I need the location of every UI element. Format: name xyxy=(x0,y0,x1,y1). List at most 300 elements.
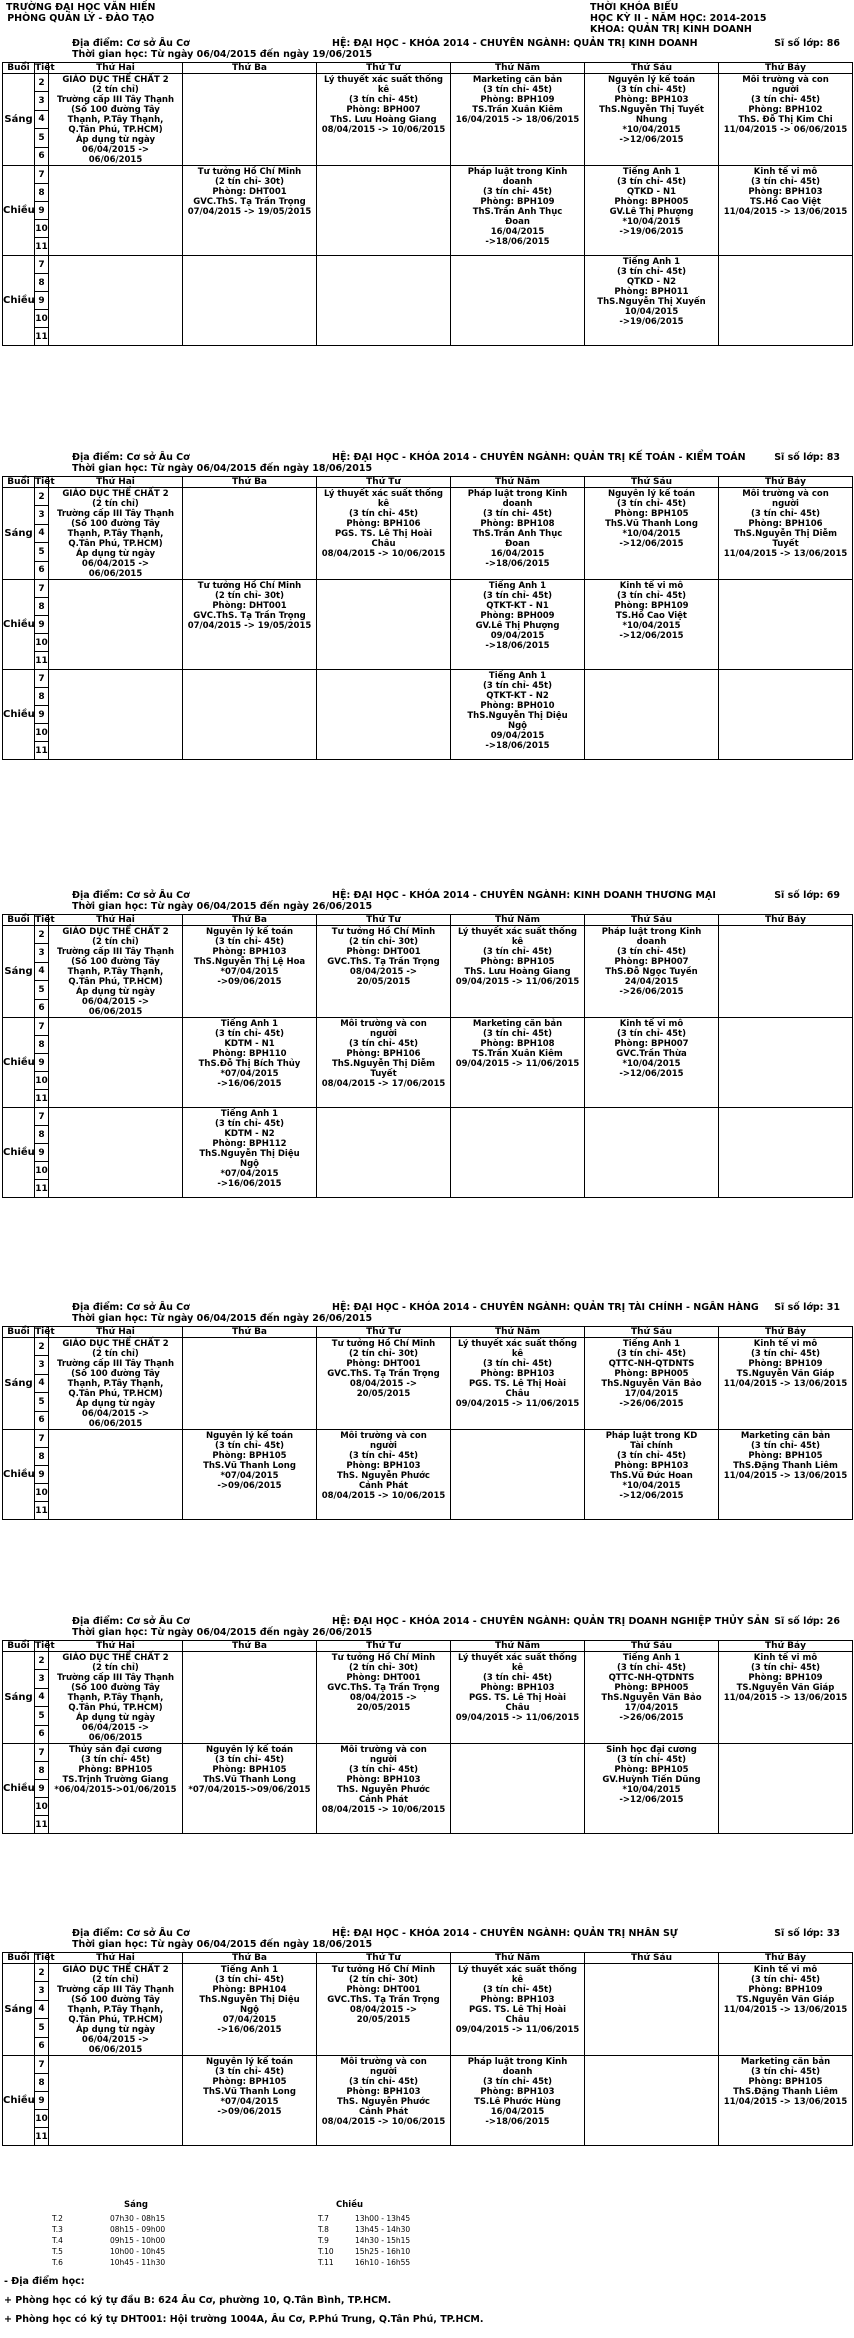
class-cell: Marketing căn bản (3 tín chỉ- 45t) Phòng: BPH109 TS.Trần Xuân Kiêm 16/04/2015 -> 18/06/2015 xyxy=(451,74,585,166)
section-meta xyxy=(0,1616,854,1640)
empty-cell xyxy=(49,256,183,346)
session-label: Sáng xyxy=(3,926,35,1018)
col-session: Buổi xyxy=(3,1641,35,1652)
section-meta xyxy=(0,38,854,62)
class-cell: GIÁO DỤC THỂ CHẤT 2 (2 tín chỉ) Trường cấp III Tây Thạnh (Số 100 đường Tây Thạnh, P.Tây Thạnh, Q.Tân Phú, TP.HCM) Áp dụng từ ngày 06/04/2015 -> 06/06/2015 xyxy=(49,74,183,166)
period-number: 3 xyxy=(35,1982,49,2000)
class-cell: Kinh tế vi mô (3 tín chỉ- 45t) Phòng: BPH109 TS.Nguyễn Văn Giáp 11/04/2015 -> 13/06/2015 xyxy=(719,1652,853,1744)
col-day: Thứ Hai xyxy=(49,1327,183,1338)
class-cell: Nguyên lý kế toán (3 tín chỉ- 45t) Phòng: BPH105 ThS.Vũ Thanh Long *10/04/2015 ->12/06/2015 xyxy=(585,488,719,580)
period-number: 11 xyxy=(35,742,49,760)
class-cell: Môi trường và con người (3 tín chỉ- 45t) Phòng: BPH102 ThS. Đỗ Thị Kim Chi 11/04/2015 -> 06/06/2015 xyxy=(719,74,853,166)
period-number: 8 xyxy=(35,184,49,202)
period-row xyxy=(3,74,853,92)
period-code: T.9 xyxy=(318,2236,329,2245)
empty-cell xyxy=(451,1108,585,1198)
period-row xyxy=(3,488,853,506)
period-row xyxy=(3,1338,853,1356)
session-label: Chiều xyxy=(3,1430,35,1520)
empty-cell xyxy=(585,2056,719,2146)
period-number: 11 xyxy=(35,1502,49,1520)
period-number: 11 xyxy=(35,1090,49,1108)
col-day: Thứ Sáu xyxy=(585,1953,719,1964)
period-time: 13h45 - 14h30 xyxy=(355,2225,411,2234)
class-cell: GIÁO DỤC THỂ CHẤT 2 (2 tín chỉ) Trường cấp III Tây Thạnh (Số 100 đường Tây Thạnh, P.Tây Thạnh, Q.Tân Phú, TP.HCM) Áp dụng từ ngày 06/04/2015 -> 06/06/2015 xyxy=(49,926,183,1018)
period-row xyxy=(3,670,853,688)
period-number: 4 xyxy=(35,110,49,128)
period-number: 5 xyxy=(35,2019,49,2037)
col-day: Thứ Hai xyxy=(49,1953,183,1964)
class-cell: Tư tưởng Hồ Chí Minh (2 tín chỉ- 30t) Phòng: DHT001 GVC.ThS. Tạ Trần Trọng 07/04/2015 -> 19/05/2015 xyxy=(183,166,317,256)
session-label: Sáng xyxy=(3,74,35,166)
period-number: 8 xyxy=(35,274,49,292)
period-number: 10 xyxy=(35,634,49,652)
session-label: Sáng xyxy=(3,1338,35,1430)
period-number: 5 xyxy=(35,1393,49,1411)
note-line: - Địa điểm học: xyxy=(4,2276,85,2287)
period-number: 8 xyxy=(35,2074,49,2092)
empty-cell xyxy=(719,926,853,1018)
class-cell: Kinh tế vi mô (3 tín chỉ- 45t) Phòng: BPH109 TS.Nguyễn Văn Giáp 11/04/2015 -> 13/06/2015 xyxy=(719,1338,853,1430)
col-day: Thứ Tư xyxy=(317,1641,451,1652)
session-label: Chiều xyxy=(3,580,35,670)
empty-cell xyxy=(317,670,451,760)
period-number: 8 xyxy=(35,1448,49,1466)
program-title: HỆ: ĐẠI HỌC - KHÓA 2014 - CHUYÊN NGÀNH: QUẢN TRỊ DOANH NGHIỆP THỦY SẢN xyxy=(332,1616,770,1627)
period-number: 2 xyxy=(35,74,49,92)
class-cell: Pháp luật trong Kinh doanh (3 tín chỉ- 45t) Phòng: BPH007 ThS.Đỗ Ngọc Tuyền 24/04/2015 ->26/06/2015 xyxy=(585,926,719,1018)
session-label: Chiều xyxy=(3,1018,35,1108)
header-left xyxy=(6,2,155,24)
class-cell: Marketing căn bản (3 tín chỉ- 45t) Phòng: BPH105 ThS.Đặng Thanh Liêm 11/04/2015 -> 13/06/2015 xyxy=(719,1430,853,1520)
period-number: 11 xyxy=(35,652,49,670)
program-title: HỆ: ĐẠI HỌC - KHÓA 2014 - CHUYÊN NGÀNH: KINH DOANH THƯƠNG MẠI xyxy=(332,890,716,901)
period-number: 11 xyxy=(35,1816,49,1834)
period-number: 3 xyxy=(35,92,49,110)
class-cell: Nguyên lý kế toán (3 tín chỉ- 45t) Phòng: BPH105 ThS.Vũ Thanh Long *07/04/2015 ->09/06/2015 xyxy=(183,2056,317,2146)
period-time: 16h10 - 16h55 xyxy=(355,2258,411,2267)
note-line: + Phòng học có ký tự đầu B: 624 Âu Cơ, phường 10, Q.Tân Bình, TP.HCM. xyxy=(4,2295,392,2306)
period-number: 2 xyxy=(35,488,49,506)
empty-cell xyxy=(317,256,451,346)
period-number: 2 xyxy=(35,1652,49,1670)
period-number: 8 xyxy=(35,1762,49,1780)
class-cell: Tiếng Anh 1 (3 tín chỉ- 45t) QTKD - N1 Phòng: BPH005 GV.Lê Thị Phượng *10/04/2015 ->19/06/2015 xyxy=(585,166,719,256)
period-number: 6 xyxy=(35,1411,49,1429)
col-session: Buổi xyxy=(3,63,35,74)
class-size: Sĩ số lớp: 33 xyxy=(774,1928,840,1939)
session-label: Sáng xyxy=(3,488,35,580)
period-code: T.2 xyxy=(52,2214,63,2223)
session-label: Sáng xyxy=(3,1652,35,1744)
empty-cell xyxy=(183,74,317,166)
period-number: 10 xyxy=(35,1162,49,1180)
period-number: 9 xyxy=(35,202,49,220)
col-day: Thứ Năm xyxy=(451,1641,585,1652)
col-day: Thứ Sáu xyxy=(585,1327,719,1338)
header-row xyxy=(3,63,853,74)
empty-cell xyxy=(719,256,853,346)
class-cell: Kinh tế vi mô (3 tín chỉ- 45t) Phòng: BPH007 GVC.Trần Thừa *10/04/2015 ->12/06/2015 xyxy=(585,1018,719,1108)
col-day: Thứ Năm xyxy=(451,477,585,488)
location-text: Địa điểm: Cơ sở Âu Cơ xyxy=(72,1302,190,1313)
empty-cell xyxy=(719,580,853,670)
class-cell: Lý thuyết xác suất thống kê (3 tín chỉ- 45t) Phòng: BPH103 PGS. TS. Lê Thị Hoài Châu 09/04/2015 -> 11/06/2015 xyxy=(451,1652,585,1744)
location-text: Địa điểm: Cơ sở Âu Cơ xyxy=(72,890,190,901)
location-text: Địa điểm: Cơ sở Âu Cơ xyxy=(72,1928,190,1939)
period-time: 13h00 - 13h45 xyxy=(355,2214,411,2223)
note-line: + Phòng học có ký tự DHT001: Hội trường 1004A, Âu Cơ, P.Phú Trung, Q.Tân Phú, TP.HCM. xyxy=(4,2314,484,2325)
doc-title: THỜI KHÓA BIỂU xyxy=(590,2,679,13)
period-number: 7 xyxy=(35,2056,49,2074)
col-day: Thứ Bảy xyxy=(719,477,853,488)
class-cell: Lý thuyết xác suất thống kê (3 tín chỉ- 45t) Phòng: BPH103 PGS. TS. Lê Thị Hoài Châu 09/04/2015 -> 11/06/2015 xyxy=(451,1964,585,2056)
timetable-grid xyxy=(2,1640,853,1834)
col-session: Buổi xyxy=(3,1327,35,1338)
col-day: Thứ Tư xyxy=(317,1327,451,1338)
period-number: 10 xyxy=(35,2110,49,2128)
col-day: Thứ Năm xyxy=(451,1953,585,1964)
period-number: 7 xyxy=(35,670,49,688)
period-number: 2 xyxy=(35,1338,49,1356)
class-cell: Tiếng Anh 1 (3 tín chỉ- 45t) Phòng: BPH104 ThS.Nguyễn Thị Diệu Ngộ 07/04/2015 ->16/06/2015 xyxy=(183,1964,317,2056)
empty-cell xyxy=(585,1108,719,1198)
col-day: Thứ Bảy xyxy=(719,1953,853,1964)
col-day: Thứ Ba xyxy=(183,477,317,488)
col-day: Thứ Tư xyxy=(317,477,451,488)
empty-cell xyxy=(317,166,451,256)
class-cell: Tiếng Anh 1 (3 tín chỉ- 45t) QTTC-NH-QTDNTS Phòng: BPH005 ThS.Nguyễn Văn Bảo 17/04/2015 ->26/06/2015 xyxy=(585,1652,719,1744)
period-number: 6 xyxy=(35,561,49,579)
col-day: Thứ Ba xyxy=(183,1641,317,1652)
header-right xyxy=(590,2,766,35)
class-cell: GIÁO DỤC THỂ CHẤT 2 (2 tín chỉ) Trường cấp III Tây Thạnh (Số 100 đường Tây Thạnh, P.Tây Thạnh, Q.Tân Phú, TP.HCM) Áp dụng từ ngày 06/04/2015 -> 06/06/2015 xyxy=(49,1338,183,1430)
program-title: HỆ: ĐẠI HỌC - KHÓA 2014 - CHUYÊN NGÀNH: QUẢN TRỊ NHÂN SỰ xyxy=(332,1928,678,1939)
empty-cell xyxy=(183,256,317,346)
section-meta xyxy=(0,1928,854,1952)
empty-cell xyxy=(719,1018,853,1108)
header-row xyxy=(3,1953,853,1964)
period-number: 10 xyxy=(35,724,49,742)
period-row xyxy=(3,1018,853,1036)
session-label: Chiều xyxy=(3,670,35,760)
class-cell: Tiếng Anh 1 (3 tín chỉ- 45t) QTKT-KT - N1 Phòng: BPH009 GV.Lê Thị Phượng 09/04/2015 ->18/06/2015 xyxy=(451,580,585,670)
timetable-grid xyxy=(2,914,853,1198)
period-code: T.8 xyxy=(318,2225,329,2234)
empty-cell xyxy=(49,580,183,670)
col-day: Thứ Bảy xyxy=(719,63,853,74)
study-period: Thời gian học: Từ ngày 06/04/2015 đến ngày 26/06/2015 xyxy=(72,1627,373,1638)
period-number: 7 xyxy=(35,166,49,184)
afternoon-label: Chiều xyxy=(336,2200,364,2210)
office-name: PHÒNG QUẢN LÝ - ĐÀO TẠO xyxy=(7,13,155,24)
col-period: Tiết xyxy=(35,1327,55,1337)
class-cell: Môi trường và con người (3 tín chỉ- 45t) Phòng: BPH103 ThS. Nguyễn Phước Cảnh Phát 08/04/2015 -> 10/06/2015 xyxy=(317,1744,451,1834)
period-number: 11 xyxy=(35,328,49,346)
class-cell: Kinh tế vi mô (3 tín chỉ- 45t) Phòng: BPH109 TS.Hồ Cao Việt *10/04/2015 ->12/06/2015 xyxy=(585,580,719,670)
period-time: 14h30 - 15h15 xyxy=(355,2236,411,2245)
class-cell: Marketing căn bản (3 tín chỉ- 45t) Phòng: BPH108 TS.Trần Xuân Kiêm 09/04/2015 -> 11/06/2015 xyxy=(451,1018,585,1108)
location-notes xyxy=(4,2272,484,2329)
empty-cell xyxy=(451,1430,585,1520)
class-size: Sĩ số lớp: 69 xyxy=(774,890,840,901)
period-time: 10h00 - 10h45 xyxy=(110,2247,166,2256)
period-row xyxy=(3,926,853,944)
period-number: 2 xyxy=(35,926,49,944)
class-cell: Pháp luật trong Kinh doanh (3 tín chỉ- 45t) Phòng: BPH109 ThS.Trần Anh Thục Đoan 16/04/2015 ->18/06/2015 xyxy=(451,166,585,256)
period-number: 6 xyxy=(35,999,49,1017)
class-cell: Pháp luật trong Kinh doanh (3 tín chỉ- 45t) Phòng: BPH108 ThS.Trần Anh Thục Đoan 16/04/2015 ->18/06/2015 xyxy=(451,488,585,580)
empty-cell xyxy=(49,670,183,760)
class-cell: Tư tưởng Hồ Chí Minh (2 tín chỉ- 30t) Phòng: DHT001 GVC.ThS. Tạ Trần Trọng 08/04/2015 -> 20/05/2015 xyxy=(317,926,451,1018)
class-cell: Môi trường và con người (3 tín chỉ- 45t) Phòng: BPH103 ThS. Nguyễn Phước Cảnh Phát 08/04/2015 -> 10/06/2015 xyxy=(317,2056,451,2146)
col-day: Thứ Bảy xyxy=(719,1641,853,1652)
period-number: 9 xyxy=(35,1466,49,1484)
col-day: Thứ Ba xyxy=(183,63,317,74)
col-day: Thứ Ba xyxy=(183,1953,317,1964)
class-cell: Lý thuyết xác suất thống kê (3 tín chỉ- 45t) Phòng: BPH105 ThS. Lưu Hoàng Giang 09/04/2015 -> 11/06/2015 xyxy=(451,926,585,1018)
timetable-section xyxy=(0,1928,854,2146)
class-cell: Thủy sản đại cương (3 tín chỉ- 45t) Phòng: BPH105 TS.Trịnh Trường Giang *06/04/2015->01/06/2015 xyxy=(49,1744,183,1834)
faculty: KHOA: QUẢN TRỊ KINH DOANH xyxy=(590,24,752,35)
empty-cell xyxy=(585,670,719,760)
col-day: Thứ Năm xyxy=(451,63,585,74)
period-number: 11 xyxy=(35,238,49,256)
period-number: 8 xyxy=(35,688,49,706)
timetable-section xyxy=(0,452,854,760)
period-number: 6 xyxy=(35,147,49,165)
section-meta xyxy=(0,452,854,476)
timetable-section xyxy=(0,1616,854,1834)
col-day: Thứ Tư xyxy=(317,915,451,926)
timetable-section xyxy=(0,38,854,346)
class-cell: GIÁO DỤC THỂ CHẤT 2 (2 tín chỉ) Trường cấp III Tây Thạnh (Số 100 đường Tây Thạnh, P.Tây Thạnh, Q.Tân Phú, TP.HCM) Áp dụng từ ngày 06/04/2015 -> 06/06/2015 xyxy=(49,488,183,580)
col-day: Thứ Sáu xyxy=(585,63,719,74)
empty-cell xyxy=(451,256,585,346)
timetable-grid xyxy=(2,62,853,346)
period-number: 3 xyxy=(35,1670,49,1688)
class-cell: Nguyên lý kế toán (3 tín chỉ- 45t) Phòng: BPH103 ThS.Nguyễn Thị Tuyết Nhung *10/04/2015 ->12/06/2015 xyxy=(585,74,719,166)
session-label: Chiều xyxy=(3,1108,35,1198)
period-number: 9 xyxy=(35,1054,49,1072)
class-cell: Lý thuyết xác suất thống kê (3 tín chỉ- 45t) Phòng: BPH106 PGS. TS. Lê Thị Hoài Châu 08/04/2015 -> 10/06/2015 xyxy=(317,488,451,580)
class-cell: Tiếng Anh 1 (3 tín chỉ- 45t) KDTM - N1 Phòng: BPH110 ThS.Đỗ Thị Bích Thủy *07/04/2015 ->16/06/2015 xyxy=(183,1018,317,1108)
col-day: Thứ Tư xyxy=(317,1953,451,1964)
class-cell: Nguyên lý kế toán (3 tín chỉ- 45t) Phòng: BPH105 ThS.Vũ Thanh Long *07/04/2015->09/06/2015 xyxy=(183,1744,317,1834)
col-day: Thứ Sáu xyxy=(585,915,719,926)
period-number: 10 xyxy=(35,220,49,238)
col-day: Thứ Hai xyxy=(49,477,183,488)
col-day: Thứ Năm xyxy=(451,915,585,926)
study-period: Thời gian học: Từ ngày 06/04/2015 đến ngày 26/06/2015 xyxy=(72,901,373,912)
period-number: 4 xyxy=(35,1688,49,1706)
class-cell: Môi trường và con người (3 tín chỉ- 45t) Phòng: BPH106 ThS.Nguyễn Thị Diễm Tuyết 11/04/2015 -> 13/06/2015 xyxy=(719,488,853,580)
class-cell: Pháp luật trong Kinh doanh (3 tín chỉ- 45t) Phòng: BPH103 TS.Lê Phước Hùng 16/04/2015 ->18/06/2015 xyxy=(451,2056,585,2146)
class-cell: Tư tưởng Hồ Chí Minh (2 tín chỉ- 30t) Phòng: DHT001 GVC.ThS. Tạ Trần Trọng 08/04/2015 -> 20/05/2015 xyxy=(317,1652,451,1744)
empty-cell xyxy=(317,580,451,670)
class-cell: Tiếng Anh 1 (3 tín chỉ- 45t) QTKT-KT - N2 Phòng: BPH010 ThS.Nguyễn Thị Diệu Ngộ 09/04/2015 ->18/06/2015 xyxy=(451,670,585,760)
period-code: T.4 xyxy=(52,2236,63,2245)
header-row xyxy=(3,477,853,488)
school-name: TRƯỜNG ĐẠI HỌC VĂN HIẾN xyxy=(6,2,156,13)
class-cell: Tiếng Anh 1 (3 tín chỉ- 45t) QTTC-NH-QTDNTS Phòng: BPH005 ThS.Nguyễn Văn Bảo 17/04/2015 ->26/06/2015 xyxy=(585,1338,719,1430)
empty-cell xyxy=(183,1652,317,1744)
period-number: 5 xyxy=(35,1707,49,1725)
period-number: 9 xyxy=(35,1780,49,1798)
col-session: Buổi xyxy=(3,1953,35,1964)
col-day: Thứ Bảy xyxy=(719,1327,853,1338)
class-cell: Môi trường và con người (3 tín chỉ- 45t) Phòng: BPH103 ThS. Nguyễn Phước Cảnh Phát 08/04/2015 -> 10/06/2015 xyxy=(317,1430,451,1520)
period-row xyxy=(3,1964,853,1982)
col-day: Thứ Năm xyxy=(451,1327,585,1338)
class-cell: Nguyên lý kế toán (3 tín chỉ- 45t) Phòng: BPH105 ThS.Vũ Thanh Long *07/04/2015 ->09/06/2015 xyxy=(183,1430,317,1520)
period-number: 6 xyxy=(35,1725,49,1743)
timetable-grid xyxy=(2,476,853,760)
session-label: Sáng xyxy=(3,1964,35,2056)
empty-cell xyxy=(49,2056,183,2146)
period-number: 7 xyxy=(35,1744,49,1762)
class-cell: Tiếng Anh 1 (3 tín chỉ- 45t) QTKD - N2 Phòng: BPH011 ThS.Nguyễn Thị Xuyến 10/04/2015 ->19/06/2015 xyxy=(585,256,719,346)
class-cell: Tư tưởng Hồ Chí Minh (2 tín chỉ- 30t) Phòng: DHT001 GVC.ThS. Tạ Trần Trọng 07/04/2015 -> 19/05/2015 xyxy=(183,580,317,670)
period-time: 10h45 - 11h30 xyxy=(110,2258,166,2267)
period-row xyxy=(3,1744,853,1762)
class-cell: Tư tưởng Hồ Chí Minh (2 tín chỉ- 30t) Phòng: DHT001 GVC.ThS. Tạ Trần Trọng 08/04/2015 -> 20/05/2015 xyxy=(317,1338,451,1430)
header-row xyxy=(3,1641,853,1652)
period-number: 3 xyxy=(35,1356,49,1374)
period-number: 4 xyxy=(35,2000,49,2018)
class-cell: Sinh học đại cương (3 tín chỉ- 45t) Phòng: BPH105 GV.Huỳnh Tiến Dũng *10/04/2015 ->12/06/2015 xyxy=(585,1744,719,1834)
header-row xyxy=(3,1327,853,1338)
period-number: 7 xyxy=(35,1430,49,1448)
timetable-section xyxy=(0,1302,854,1520)
period-time: 15h25 - 16h10 xyxy=(355,2247,411,2256)
col-day: Thứ Tư xyxy=(317,63,451,74)
col-day: Thứ Ba xyxy=(183,915,317,926)
period-number: 8 xyxy=(35,1126,49,1144)
class-size: Sĩ số lớp: 31 xyxy=(774,1302,840,1313)
period-number: 5 xyxy=(35,543,49,561)
term: HỌC KỲ II - NĂM HỌC: 2014-2015 xyxy=(590,13,767,24)
col-day: Thứ Hai xyxy=(49,1641,183,1652)
period-number: 7 xyxy=(35,580,49,598)
period-number: 4 xyxy=(35,524,49,542)
class-cell: Môi trường và con người (3 tín chỉ- 45t) Phòng: BPH106 ThS.Nguyễn Thị Diễm Tuyết 08/04/2015 -> 17/06/2015 xyxy=(317,1018,451,1108)
class-cell: Tư tưởng Hồ Chí Minh (2 tín chỉ- 30t) Phòng: DHT001 GVC.ThS. Tạ Trần Trọng 08/04/2015 -> 20/05/2015 xyxy=(317,1964,451,2056)
empty-cell xyxy=(317,1108,451,1198)
period-code: T.6 xyxy=(52,2258,63,2267)
program-title: HỆ: ĐẠI HỌC - KHÓA 2014 - CHUYÊN NGÀNH: QUẢN TRỊ TÀI CHÍNH - NGÂN HÀNG xyxy=(332,1302,759,1313)
empty-cell xyxy=(451,1744,585,1834)
period-number: 10 xyxy=(35,1798,49,1816)
class-cell: Lý thuyết xác suất thống kê (3 tín chỉ- 45t) Phòng: BPH007 ThS. Lưu Hoàng Giang 08/04/2015 -> 10/06/2015 xyxy=(317,74,451,166)
period-row xyxy=(3,2056,853,2074)
empty-cell xyxy=(49,1018,183,1108)
period-time: 09h15 - 10h00 xyxy=(110,2236,166,2245)
period-time: 08h15 - 09h00 xyxy=(110,2225,166,2234)
col-day: Thứ Ba xyxy=(183,1327,317,1338)
empty-cell xyxy=(719,1108,853,1198)
class-size: Sĩ số lớp: 86 xyxy=(774,38,840,49)
period-row xyxy=(3,1430,853,1448)
period-code: T.10 xyxy=(318,2247,334,2256)
period-row xyxy=(3,256,853,274)
period-number: 8 xyxy=(35,598,49,616)
period-number: 5 xyxy=(35,129,49,147)
location-text: Địa điểm: Cơ sở Âu Cơ xyxy=(72,452,190,463)
col-day: Thứ Bảy xyxy=(719,915,853,926)
study-period: Thời gian học: Từ ngày 06/04/2015 đến ngày 26/06/2015 xyxy=(72,1313,373,1324)
col-session: Buổi xyxy=(3,477,35,488)
study-period: Thời gian học: Từ ngày 06/04/2015 đến ngày 19/06/2015 xyxy=(72,49,373,60)
location-text: Địa điểm: Cơ sở Âu Cơ xyxy=(72,38,190,49)
period-number: 9 xyxy=(35,616,49,634)
empty-cell xyxy=(183,488,317,580)
col-day: Thứ Sáu xyxy=(585,477,719,488)
timetable-section xyxy=(0,890,854,1198)
empty-cell xyxy=(585,1964,719,2056)
empty-cell xyxy=(719,670,853,760)
class-cell: Nguyên lý kế toán (3 tín chỉ- 45t) Phòng: BPH103 ThS.Nguyễn Thị Lệ Hoa *07/04/2015 ->09/06/2015 xyxy=(183,926,317,1018)
period-number: 10 xyxy=(35,1484,49,1502)
period-row xyxy=(3,1652,853,1670)
section-meta xyxy=(0,1302,854,1326)
col-session: Buổi xyxy=(3,915,35,926)
empty-cell xyxy=(183,670,317,760)
period-number: 9 xyxy=(35,1144,49,1162)
class-cell: Pháp luật trong KD Tài chính (3 tín chỉ- 45t) Phòng: BPH103 ThS.Vũ Đức Hoan *10/04/2015 ->12/06/2015 xyxy=(585,1430,719,1520)
class-cell: Tiếng Anh 1 (3 tín chỉ- 45t) KDTM - N2 Phòng: BPH112 ThS.Nguyễn Thị Diệu Ngộ *07/04/2015 ->16/06/2015 xyxy=(183,1108,317,1198)
program-title: HỆ: ĐẠI HỌC - KHÓA 2014 - CHUYÊN NGÀNH: QUẢN TRỊ KẾ TOÁN - KIỂM TOÁN xyxy=(332,452,746,463)
session-label: Chiều xyxy=(3,2056,35,2146)
period-code: T.3 xyxy=(52,2225,63,2234)
period-code: T.5 xyxy=(52,2247,63,2256)
header-row xyxy=(3,915,853,926)
period-number: 9 xyxy=(35,706,49,724)
period-number: 7 xyxy=(35,256,49,274)
period-code: T.7 xyxy=(318,2214,329,2223)
timetable-grid xyxy=(2,1326,853,1520)
program-title: HỆ: ĐẠI HỌC - KHÓA 2014 - CHUYÊN NGÀNH: QUẢN TRỊ KINH DOANH xyxy=(332,38,698,49)
period-number: 11 xyxy=(35,1180,49,1198)
col-day: Thứ Sáu xyxy=(585,1641,719,1652)
section-meta xyxy=(0,890,854,914)
session-label: Chiều xyxy=(3,1744,35,1834)
class-cell: GIÁO DỤC THỂ CHẤT 2 (2 tín chỉ) Trường cấp III Tây Thạnh (Số 100 đường Tây Thạnh, P.Tây Thạnh, Q.Tân Phú, TP.HCM) Áp dụng từ ngày 06/04/2015 -> 06/06/2015 xyxy=(49,1652,183,1744)
col-period: Tiết xyxy=(35,63,55,73)
class-cell: GIÁO DỤC THỂ CHẤT 2 (2 tín chỉ) Trường cấp III Tây Thạnh (Số 100 đường Tây Thạnh, P.Tây Thạnh, Q.Tân Phú, TP.HCM) Áp dụng từ ngày 06/04/2015 -> 06/06/2015 xyxy=(49,1964,183,2056)
period-number: 7 xyxy=(35,1018,49,1036)
period-code: T.11 xyxy=(318,2258,334,2267)
class-cell: Kinh tế vi mô (3 tín chỉ- 45t) Phòng: BPH103 TS.Hồ Cao Việt 11/04/2015 -> 13/06/2015 xyxy=(719,166,853,256)
period-time: 07h30 - 08h15 xyxy=(110,2214,166,2223)
period-number: 9 xyxy=(35,292,49,310)
period-number: 10 xyxy=(35,1072,49,1090)
period-number: 3 xyxy=(35,506,49,524)
period-number: 5 xyxy=(35,981,49,999)
period-row xyxy=(3,166,853,184)
timetable-grid xyxy=(2,1952,853,2146)
class-size: Sĩ số lớp: 83 xyxy=(774,452,840,463)
period-row xyxy=(3,580,853,598)
col-period: Tiết xyxy=(35,1953,55,1963)
empty-cell xyxy=(49,166,183,256)
empty-cell xyxy=(719,1744,853,1834)
class-size: Sĩ số lớp: 26 xyxy=(774,1616,840,1627)
col-period: Tiết xyxy=(35,915,55,925)
period-number: 7 xyxy=(35,1108,49,1126)
col-period: Tiết xyxy=(35,1641,55,1651)
period-number: 10 xyxy=(35,310,49,328)
